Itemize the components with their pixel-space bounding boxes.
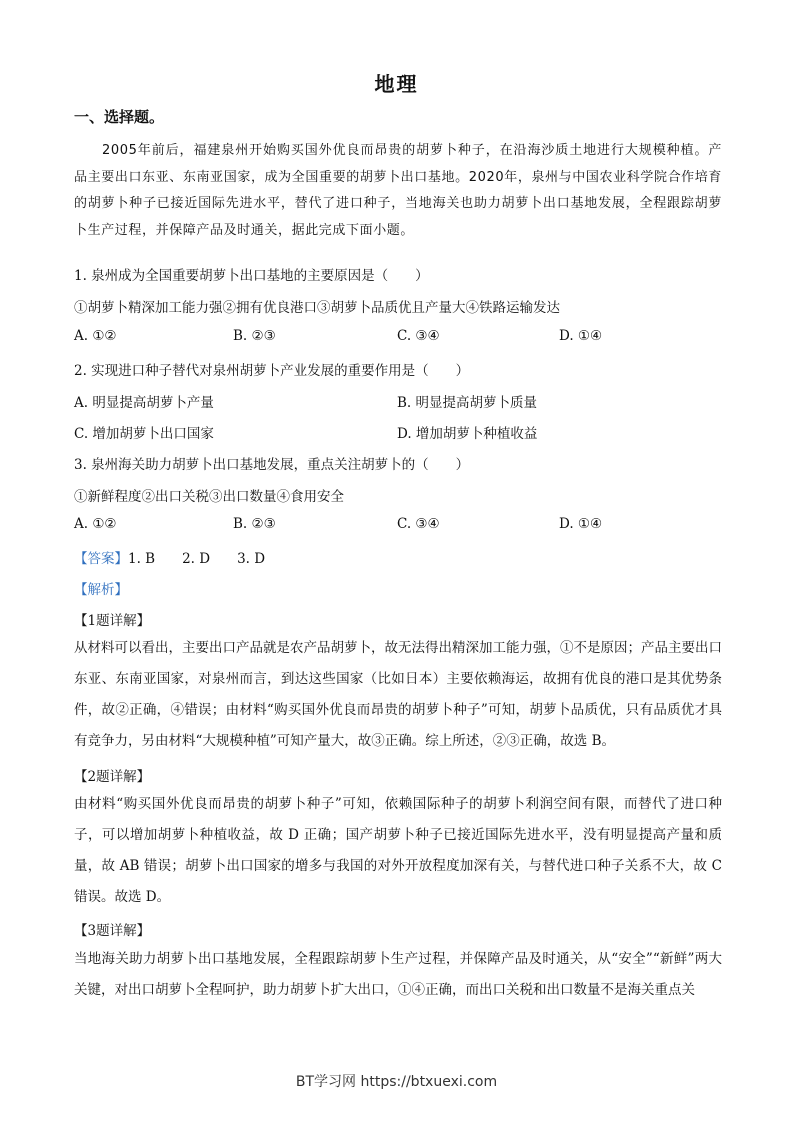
answer-text: 1. B 2. D 3. D <box>128 551 266 567</box>
answer-line <box>74 547 265 567</box>
question-2-option-d: D. 增加胡萝卜种植收益 <box>397 426 538 442</box>
question-3-option-d: D. ①④ <box>559 516 603 532</box>
question-1-option-b: B. ②③ <box>233 328 276 344</box>
question-2-option-b: B. 明显提高胡萝卜质量 <box>397 395 538 411</box>
question-1-items: ①胡萝卜精深加工能力强②拥有优良港口③胡萝卜品质优且产量大④铁路运输发达 <box>74 300 560 316</box>
question-3-option-c: C. ③④ <box>397 516 440 532</box>
page-footer: BT学习网 https://btxuexi.com <box>295 1074 498 1090</box>
question-3-option-b: B. ②③ <box>233 516 276 532</box>
question-1-option-d: D. ①④ <box>559 328 603 344</box>
question-2-option-c: C. 增加胡萝卜出口国家 <box>74 426 214 442</box>
question-1-option-a: A. ①② <box>74 328 117 344</box>
detail-1-text: 从材料可以看出，主要出口产品就是农产品胡萝卜，故无法得出精深加工能力强，①不是原因；产品主要出口东亚、东南亚国家，对泉州而言，到达这些国家（比如日本）主要依赖海运，故拥有优良的港口是其优势条件，故②正确，④错误；由材料“购买国外优良而昂贵的胡萝卜种子”可知，胡萝卜品质优，只有品质优才具有竞争力，另由材料“大规模种植”可知产量大，故③正确。综上所述，②③正确，故选 B。 <box>74 640 722 749</box>
question-2-option-a: A. 明显提高胡萝卜产量 <box>74 395 214 411</box>
question-1-stem: 1. 泉州成为全国重要胡萝卜出口基地的主要原因是（ ） <box>74 268 429 284</box>
detail-2-text: 由材料“购买国外优良而昂贵的胡萝卜种子”可知，依赖国际种子的胡萝卜利润空间有限，而替代了进口种子，可以增加胡萝卜种植收益，故 D 正确；国产胡萝卜种子已接近国际先进水平，没有明显提高产量和质量，故 AB 错误；胡萝卜出口国家的增多与我国的对外开放程度加深有关，与替代进口种子关系不大，故 C 错误。故选 D。 <box>74 796 722 905</box>
question-2-stem: 2. 实现进口种子替代对泉州胡萝卜产业发展的重要作用是（ ） <box>74 363 470 379</box>
detail-1-heading: 【1题详解】 <box>74 613 151 629</box>
answer-tag: 【答案】 <box>74 551 128 567</box>
detail-3-heading: 【3题详解】 <box>74 923 151 939</box>
reading-passage: 2005年前后，福建泉州开始购买国外优良而昂贵的胡萝卜种子，在沿海沙质土地进行大规模种植。产品主要出口东亚、东南亚国家，成为全国重要的胡萝卜出口基地。2020年，泉州与中国农业科学院合作培育的胡萝卜种子已接近国际先进水平，替代了进口种子，当地海关也助力胡萝卜出口基地发展，全程跟踪胡萝卜生产过程，并保障产品及时通关，据此完成下面小题。 <box>74 143 722 238</box>
analysis-tag: 【解析】 <box>74 582 128 598</box>
section-heading: 一、选择题。 <box>74 108 165 126</box>
page-title: 地理 <box>374 72 419 96</box>
question-3-items: ①新鲜程度②出口关税③出口数量④食用安全 <box>74 489 344 505</box>
detail-3-text: 当地海关助力胡萝卜出口基地发展，全程跟踪胡萝卜生产过程，并保障产品及时通关，从“安全”“新鲜”两大关键，对出口胡萝卜全程呵护，助力胡萝卜扩大出口，①④正确，而出口关税和出口数量不是海关重点关 <box>74 951 722 998</box>
question-3-option-a: A. ①② <box>74 516 117 532</box>
detail-2-heading: 【2题详解】 <box>74 769 151 785</box>
question-3-stem: 3. 泉州海关助力胡萝卜出口基地发展，重点关注胡萝卜的（ ） <box>74 457 470 473</box>
question-1-option-c: C. ③④ <box>397 328 440 344</box>
